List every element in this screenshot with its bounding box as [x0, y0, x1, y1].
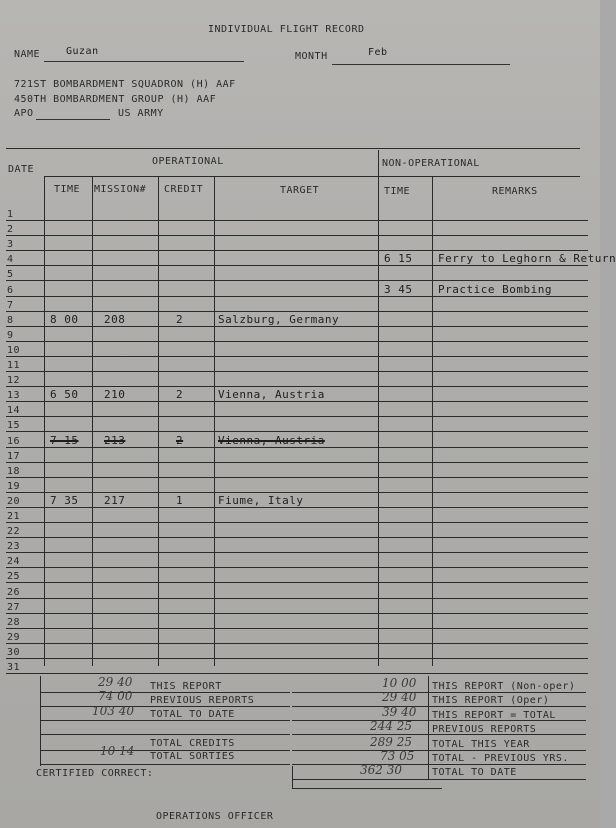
- row-rule: [6, 280, 588, 281]
- day-number: 11: [7, 360, 21, 371]
- table-top-rule: [6, 148, 580, 149]
- row-rule: [6, 643, 588, 644]
- totals-line-1: [40, 692, 290, 693]
- day-number: 30: [7, 646, 21, 658]
- row-rule: [6, 431, 588, 432]
- day-number: 26: [7, 586, 21, 598]
- row-rule: [6, 537, 588, 538]
- row-rule: [6, 613, 588, 614]
- totals-r-line-2: [292, 706, 586, 707]
- entry-target: Salzburg, Germany: [218, 312, 340, 326]
- total-this-year-hours: 289 25: [370, 735, 412, 749]
- entry-credit: 2: [176, 433, 184, 447]
- army-label: US ARMY: [118, 108, 164, 119]
- signature-line: [292, 788, 442, 789]
- row-rule: [6, 567, 588, 568]
- day-number: 7: [7, 299, 14, 311]
- previous-reports-hours: 74 00: [98, 689, 133, 703]
- entry-time: 8 00: [50, 312, 79, 326]
- this-report-label: THIS REPORT: [150, 681, 222, 692]
- col-rule-target: [378, 150, 379, 666]
- entry-credit: 1: [176, 493, 184, 507]
- total-credits-label: TOTAL CREDITS: [150, 738, 235, 749]
- totals-line-4: [40, 734, 290, 735]
- entry-target: Fiume, Italy: [218, 493, 304, 507]
- day-number: 3: [7, 239, 14, 251]
- month-label: MONTH: [295, 51, 328, 62]
- total-sorties-value: 10 14: [100, 744, 135, 758]
- totals-line-2: [40, 706, 290, 707]
- grand-total-hours: 362 30: [360, 763, 402, 777]
- apo-label: APO: [14, 108, 34, 119]
- day-number: 21: [7, 511, 21, 522]
- row-rule: [6, 235, 588, 236]
- entry-time: 7 35: [50, 493, 79, 507]
- entry-nonop-time: 3 45: [384, 282, 413, 296]
- header-target: TARGET: [280, 185, 320, 196]
- previous-reports-label: PREVIOUS REPORTS: [150, 695, 255, 706]
- day-number: 10: [7, 344, 21, 356]
- row-rule: [6, 250, 588, 251]
- day-number: 12: [7, 375, 21, 387]
- day-number: 5: [7, 269, 14, 281]
- previous-reports-total-label: PREVIOUS REPORTS: [432, 724, 537, 735]
- oper-report-label: THIS REPORT (Oper): [432, 695, 550, 706]
- totals-left-rule: [40, 676, 41, 766]
- row-rule: [6, 582, 588, 583]
- day-number: 31: [7, 662, 21, 673]
- entry-mission: 217: [104, 493, 126, 507]
- row-rule: [6, 462, 588, 463]
- row-rule: [6, 673, 588, 674]
- entry-time: 7 15: [50, 433, 79, 447]
- total-this-year-label: TOTAL THIS YEAR: [432, 739, 530, 750]
- row-rule: [6, 371, 588, 372]
- entry-mission: 210: [104, 388, 126, 402]
- previous-reports-total-hours: 244 25: [370, 719, 412, 733]
- row-rule: [6, 265, 588, 266]
- day-number: 4: [7, 254, 14, 266]
- day-number: 20: [7, 495, 21, 507]
- total-to-date-label: TOTAL TO DATE: [150, 709, 235, 720]
- day-number: 18: [7, 465, 21, 477]
- entry-remarks: Practice Bombing: [438, 282, 552, 296]
- day-number: 2: [7, 224, 14, 236]
- day-number: 17: [7, 450, 21, 462]
- total-sorties-label: TOTAL SORTIES: [150, 751, 235, 762]
- totals-line-6: [40, 764, 290, 765]
- day-number: 14: [7, 405, 21, 417]
- row-rule: [6, 341, 588, 342]
- header-mission: MISSION#: [94, 184, 147, 195]
- row-rule: [6, 311, 588, 312]
- row-rule: [6, 552, 588, 553]
- totals-line-3: [40, 720, 290, 721]
- row-rule: [6, 416, 588, 417]
- total-to-date-hours: 103 40: [92, 704, 134, 718]
- row-rule: [6, 658, 588, 659]
- day-number: 6: [7, 284, 14, 296]
- entry-time: 6 50: [50, 388, 79, 402]
- entry-remarks: Ferry to Leghorn & Return: [438, 252, 616, 266]
- row-rule: [6, 522, 588, 523]
- row-rule: [6, 356, 588, 357]
- totals-r-line-6: [292, 764, 586, 765]
- entry-nonop-time: 6 15: [384, 252, 413, 266]
- certified-correct-label: CERTIFIED CORRECT:: [36, 768, 154, 779]
- row-rule: [6, 447, 588, 448]
- form-title: INDIVIDUAL FLIGHT RECORD: [208, 24, 365, 35]
- header-date: DATE: [8, 164, 35, 175]
- entry-mission: 208: [104, 312, 126, 326]
- entry-target: Vienna, Austria: [218, 433, 325, 447]
- header-remarks: REMARKS: [492, 186, 538, 197]
- header-time-nonop: TIME: [384, 186, 411, 197]
- entry-mission: 213: [104, 433, 126, 447]
- entry-credit: 2: [176, 312, 184, 326]
- day-number: 19: [7, 480, 21, 492]
- day-number: 27: [7, 601, 21, 613]
- squadron-line: 721ST BOMBARDMENT SQUADRON (H) AAF: [14, 79, 236, 90]
- header-credit: CREDIT: [164, 184, 204, 195]
- nonop-report-label: THIS REPORT (Non-oper): [432, 681, 576, 692]
- row-rule: [6, 220, 588, 221]
- header-non-operational: NON-OPERATIONAL: [382, 158, 480, 169]
- row-rule: [6, 296, 588, 297]
- header-mid-rule: [44, 176, 580, 177]
- day-number: 22: [7, 526, 21, 538]
- nonop-report-hours: 10 00: [382, 676, 417, 690]
- header-operational: OPERATIONAL: [152, 156, 224, 167]
- day-number: 16: [7, 435, 21, 447]
- row-rule: [6, 401, 588, 402]
- group-line: 450TH BOMBARDMENT GROUP (H) AAF: [14, 94, 217, 105]
- grand-total-label: TOTAL TO DATE: [432, 767, 517, 778]
- header-time: TIME: [54, 184, 81, 195]
- day-number: 15: [7, 420, 21, 432]
- name-value: Guzan: [66, 46, 99, 57]
- totals-r-line-5: [292, 750, 586, 751]
- day-number: 28: [7, 616, 21, 628]
- oper-report-hours: 29 40: [382, 690, 417, 704]
- day-number: 8: [7, 314, 14, 326]
- entry-credit: 2: [176, 388, 184, 402]
- row-rule: [6, 492, 588, 493]
- row-rule: [6, 628, 588, 629]
- row-rule: [6, 507, 588, 508]
- entry-target: Vienna, Austria: [218, 388, 325, 402]
- operations-officer-label: OPERATIONS OFFICER: [156, 811, 274, 822]
- day-number: 9: [7, 329, 14, 341]
- day-number: 1: [7, 209, 14, 220]
- row-rule: [6, 386, 588, 387]
- previous-years-hours: 73 05: [380, 749, 415, 763]
- previous-years-label: TOTAL - PREVIOUS YRS.: [432, 753, 569, 764]
- report-total-label: THIS REPORT = TOTAL: [432, 710, 556, 721]
- report-total-hours: 39 40: [382, 705, 417, 719]
- name-label: NAME: [14, 49, 41, 60]
- row-rule: [6, 598, 588, 599]
- row-rule: [6, 477, 588, 478]
- day-number: 25: [7, 571, 21, 583]
- row-rule: [6, 326, 588, 327]
- apo-underline: [36, 119, 110, 120]
- this-report-hours: 29 40: [98, 675, 133, 689]
- totals-r-line-1: [292, 692, 586, 693]
- day-number: 23: [7, 541, 21, 553]
- day-number: 29: [7, 631, 21, 643]
- signature-box-rule: [292, 766, 293, 788]
- totals-r-line-7: [292, 779, 586, 780]
- name-underline: [44, 61, 244, 62]
- day-number: 13: [7, 390, 21, 402]
- day-number: 24: [7, 556, 21, 568]
- month-underline: [332, 64, 510, 65]
- month-value: Feb: [368, 47, 388, 58]
